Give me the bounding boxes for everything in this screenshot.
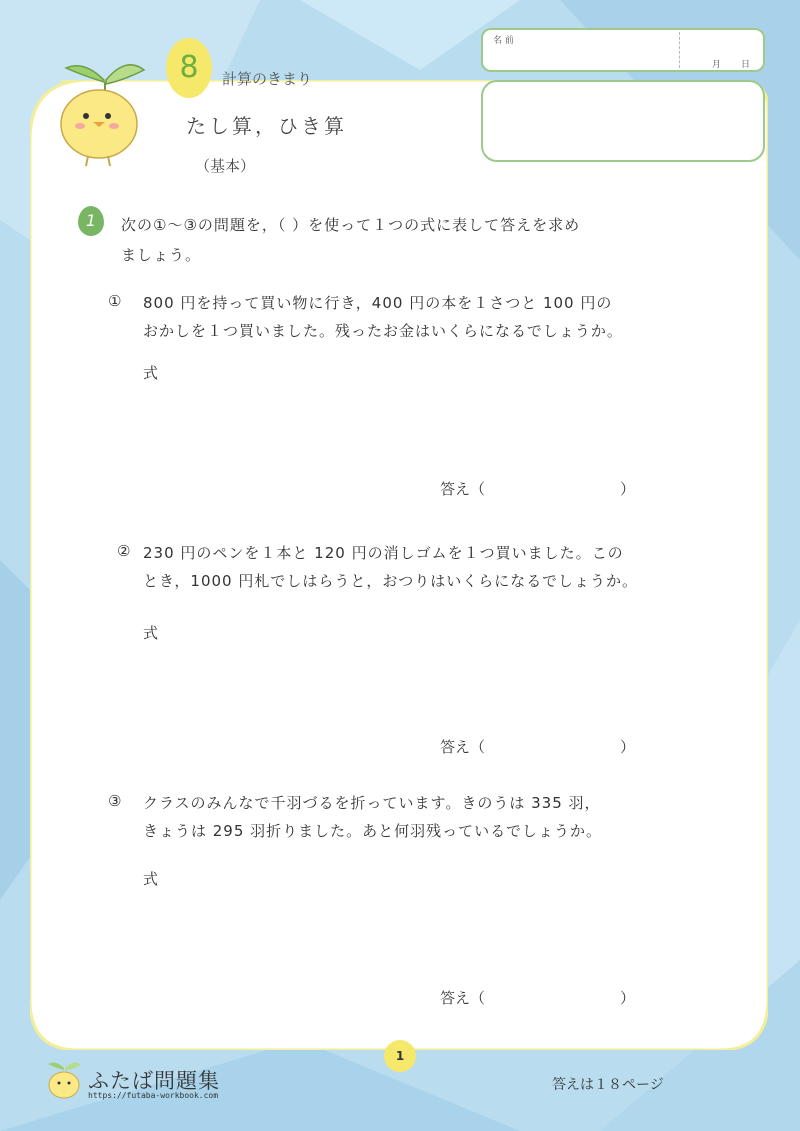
problem-text-line: おかしを１つ買いました。残ったお金はいくらになるでしょうか。 bbox=[143, 322, 623, 340]
problem-text-line: とき，1000 円札でしはらうと，おつりはいくらになるでしょうか。 bbox=[143, 572, 639, 590]
name-divider bbox=[679, 32, 680, 68]
question-number-badge: 1 bbox=[78, 206, 104, 236]
month-label: 月 bbox=[712, 60, 722, 70]
problem-marker: ② bbox=[117, 542, 132, 560]
problem-text-line: 800 円を持って買い物に行き，400 円の本を１さつと 100 円の bbox=[143, 294, 613, 312]
problem-marker: ③ bbox=[108, 792, 123, 810]
answer-field[interactable]: 答え（ ） bbox=[440, 480, 636, 498]
formula-label: 式 bbox=[143, 870, 159, 888]
chick-mascot-icon bbox=[44, 52, 154, 170]
unit-label: 計算のきまり bbox=[222, 70, 313, 88]
problem-text-line: クラスのみんなで千羽づるを折っています。きのうは 335 羽， bbox=[143, 794, 601, 812]
page-number: 1 bbox=[384, 1040, 416, 1072]
name-label: 名 前 bbox=[493, 36, 514, 46]
name-field[interactable] bbox=[481, 28, 765, 72]
day-label: 日 bbox=[741, 60, 751, 70]
brand-name: ふたば問題集 bbox=[88, 1069, 220, 1093]
score-field[interactable] bbox=[481, 80, 765, 162]
problem-text-line: きょうは 295 羽折りました。あと何羽残っているでしょうか。 bbox=[143, 822, 603, 840]
brand-url[interactable]: https://futaba-workbook.com bbox=[88, 1091, 219, 1100]
problem-text-line: 230 円のペンを１本と 120 円の消しゴムを１つ買いました。この bbox=[143, 544, 624, 562]
answer-field[interactable]: 答え（ ） bbox=[440, 989, 636, 1007]
formula-label: 式 bbox=[143, 624, 159, 642]
formula-label: 式 bbox=[143, 364, 159, 382]
instruction-line-1: 次の①〜③の問題を，（ ）を使って１つの式に表して答えを求め bbox=[121, 216, 581, 234]
answer-page-reference: 答えは１８ページ bbox=[552, 1077, 664, 1093]
page-title: たし算，ひき算 bbox=[186, 114, 347, 138]
instruction-line-2: ましょう。 bbox=[121, 246, 202, 264]
page-subtitle: （基本） bbox=[195, 157, 256, 175]
footer-chick-logo-icon bbox=[44, 1060, 84, 1100]
answer-field[interactable]: 答え（ ） bbox=[440, 738, 636, 756]
unit-number-badge: 8 bbox=[166, 38, 212, 98]
problem-marker: ① bbox=[108, 292, 123, 310]
